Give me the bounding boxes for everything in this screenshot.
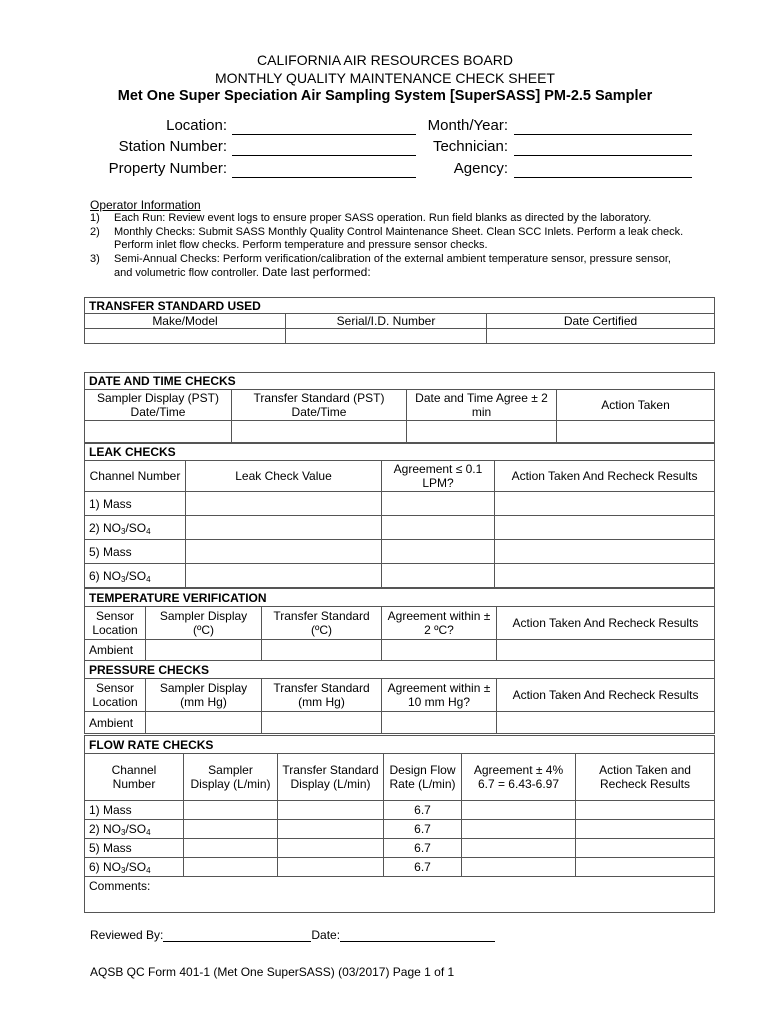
agency-label: Agency: [453,160,508,177]
instruction-number: 3) [90,252,100,265]
date-field[interactable] [340,928,495,942]
action-recheck-header: Action Taken And Recheck Results [497,679,715,712]
transfer-standard-header: Transfer Standard (mm Hg) [262,679,382,712]
date-time-checks-table [84,372,715,443]
action-cell[interactable] [495,492,715,516]
leak-value-cell[interactable] [186,564,382,588]
agreement-cell[interactable] [462,820,576,839]
leak-value-cell[interactable] [186,540,382,564]
agreement-cell[interactable] [462,858,576,877]
serial-number-cell[interactable] [286,329,487,344]
channel-label: 6) $NO_3/SO_4$ [85,564,186,588]
date-last-performed-label: Date last performed: [261,265,371,279]
action-cell[interactable] [576,839,715,858]
transfer-standard-header: Transfer Standard (ºC) [262,607,382,640]
leak-value-cell[interactable] [186,492,382,516]
sensor-location-header: Sensor Location [85,679,146,712]
channel-label: 1) Mass [85,492,186,516]
design-flow-rate-value: 6.7 [384,858,462,877]
channel-number-header: Channel Number [85,461,186,492]
agreement-cell[interactable] [382,492,495,516]
agreement-cell[interactable] [462,801,576,820]
instruction-number: 2) [90,225,100,238]
leak-checks-heading: LEAK CHECKS [85,444,715,461]
sampler-display-cell[interactable] [146,712,262,734]
sampler-display-datetime-cell[interactable] [85,421,232,443]
action-recheck-header: Action Taken And Recheck Results [495,461,715,492]
instruction-text: Each Run: Review event logs to ensure proper SASS operation. Run field blanks as directed by the laboratory. [114,212,652,224]
leak-check-value-header: Leak Check Value [186,461,382,492]
operator-information-heading: Operator Information [90,198,201,212]
ambient-label: Ambient [85,712,146,734]
instruction-text: Semi-Annual Checks: Perform verification/calibration of the external ambient temperature sensor, pressure sensor, and volumetric flow controller. [114,252,671,279]
action-cell[interactable] [495,516,715,540]
flow-rate-checks-heading: FLOW RATE CHECKS [85,736,715,754]
action-cell[interactable] [497,712,715,734]
channel-number-header: Channel Number [85,754,184,801]
action-cell[interactable] [497,640,715,661]
date-certified-cell[interactable] [487,329,715,344]
sampler-display-cell[interactable] [146,640,262,661]
signoff-row [90,928,495,942]
transfer-standard-cell[interactable] [278,820,384,839]
sampler-display-cell[interactable] [184,839,278,858]
technician-label: Technician: [432,138,508,155]
agreement-header: Agreement within ± 2 ºC? [382,607,497,640]
instruction-text: Monthly Checks: Submit SASS Monthly Quality Control Maintenance Sheet. Clean SCC Inlets. Perform a leak check. Perform inlet flow checks. Perform temperature and pressure sensor checks. [114,225,684,251]
channel-label: 5) Mass [85,839,184,858]
ambient-label: Ambient [85,640,146,661]
action-cell[interactable] [576,801,715,820]
design-flow-rate-value: 6.7 [384,839,462,858]
instruction-item [90,212,690,226]
channel-label: 5) Mass [85,540,186,564]
make-model-header: Make/Model [85,314,286,329]
sampler-display-cell[interactable] [184,858,278,877]
instruction-item [90,253,690,281]
make-model-cell[interactable] [85,329,286,344]
agreement-header: Agreement ± 4% 6.7 = 6.43-6.97 [462,754,576,801]
action-recheck-header: Action Taken and Recheck Results [576,754,715,801]
datetime-agree-header: Date and Time Agree ± 2 min [407,390,557,421]
temperature-verification-table [84,588,715,661]
datetime-agree-cell[interactable] [407,421,557,443]
agreement-header: Agreement within ± 10 mm Hg? [382,679,497,712]
sampler-display-header: Sampler Display (mm Hg) [146,679,262,712]
transfer-standard-cell[interactable] [262,712,382,734]
leak-value-cell[interactable] [186,516,382,540]
form-title: Met One Super Speciation Air Sampling System [SuperSASS] PM-2.5 Sampler [117,88,653,104]
channel-label: 2) $NO_3/SO_4$ [85,820,184,839]
transfer-standard-cell[interactable] [278,858,384,877]
agreement-cell[interactable] [382,712,497,734]
instruction-number: 1) [90,212,100,224]
sampler-display-datetime-header: Sampler Display (PST) Date/Time [85,390,232,421]
pressure-checks-table [84,660,715,734]
reviewed-by-field[interactable] [163,928,311,942]
design-flow-rate-header: Design Flow Rate (L/min) [384,754,462,801]
design-flow-rate-value: 6.7 [384,820,462,839]
sampler-display-header: Sampler Display (ºC) [146,607,262,640]
date-time-checks-heading: DATE AND TIME CHECKS [85,373,715,390]
transfer-standard-datetime-cell[interactable] [232,421,407,443]
pressure-checks-heading: PRESSURE CHECKS [85,661,715,679]
leak-checks-table [84,443,715,588]
reviewed-by-label: Reviewed By: [90,928,164,942]
comments-field[interactable] [85,877,715,913]
serial-number-header: Serial/I.D. Number [286,314,487,329]
sensor-location-header: Sensor Location [85,607,146,640]
agreement-header: Agreement ≤ 0.1 LPM? [382,461,495,492]
sheet-title: MONTHLY QUALITY MAINTENANCE CHECK SHEET [215,70,555,86]
technician-field[interactable] [514,139,692,156]
action-cell[interactable] [495,564,715,588]
date-label: Date: [311,928,341,942]
channel-label: 6) $NO_3/SO_4$ [85,858,184,877]
transfer-standard-heading: TRANSFER STANDARD USED [85,298,715,314]
sampler-display-header: Sampler Display (L/min) [184,754,278,801]
month-year-field[interactable] [514,118,692,135]
instruction-item [90,226,690,253]
property-number-label: Property Number: [108,160,227,177]
transfer-standard-cell[interactable] [278,801,384,820]
sampler-display-cell[interactable] [184,801,278,820]
month-year-label: Month/Year: [427,117,508,134]
form-footer: AQSB QC Form 401-1 (Met One SuperSASS) (03/2017) Page 1 of 1 [90,965,455,979]
sampler-display-cell[interactable] [184,820,278,839]
agreement-cell[interactable] [462,839,576,858]
transfer-standard-cell[interactable] [262,640,382,661]
comments-label: Comments: [89,879,151,893]
location-label: Location: [166,117,227,134]
flow-rate-checks-table [84,735,715,913]
temperature-verification-heading: TEMPERATURE VERIFICATION [85,589,715,607]
channel-label: 2) $NO_3/SO_4$ [85,516,186,540]
agency-field[interactable] [514,161,692,178]
agreement-cell[interactable] [382,516,495,540]
transfer-standard-header: Transfer Standard Display (L/min) [278,754,384,801]
date-certified-header: Date Certified [487,314,715,329]
channel-label: 1) Mass [85,801,184,820]
agreement-cell[interactable] [382,640,497,661]
station-number-label: Station Number: [118,138,227,155]
board-title: CALIFORNIA AIR RESOURCES BOARD [257,52,513,68]
action-cell[interactable] [576,820,715,839]
design-flow-rate-value: 6.7 [384,801,462,820]
transfer-standard-table [84,297,715,344]
action-taken-header: Action Taken [557,390,715,421]
operator-instructions [90,212,690,281]
action-recheck-header: Action Taken And Recheck Results [497,607,715,640]
action-cell[interactable] [576,858,715,877]
agreement-cell[interactable] [382,564,495,588]
action-cell[interactable] [495,540,715,564]
action-taken-cell[interactable] [557,421,715,443]
transfer-standard-cell[interactable] [278,839,384,858]
transfer-standard-datetime-header: Transfer Standard (PST) Date/Time [232,390,407,421]
agreement-cell[interactable] [382,540,495,564]
